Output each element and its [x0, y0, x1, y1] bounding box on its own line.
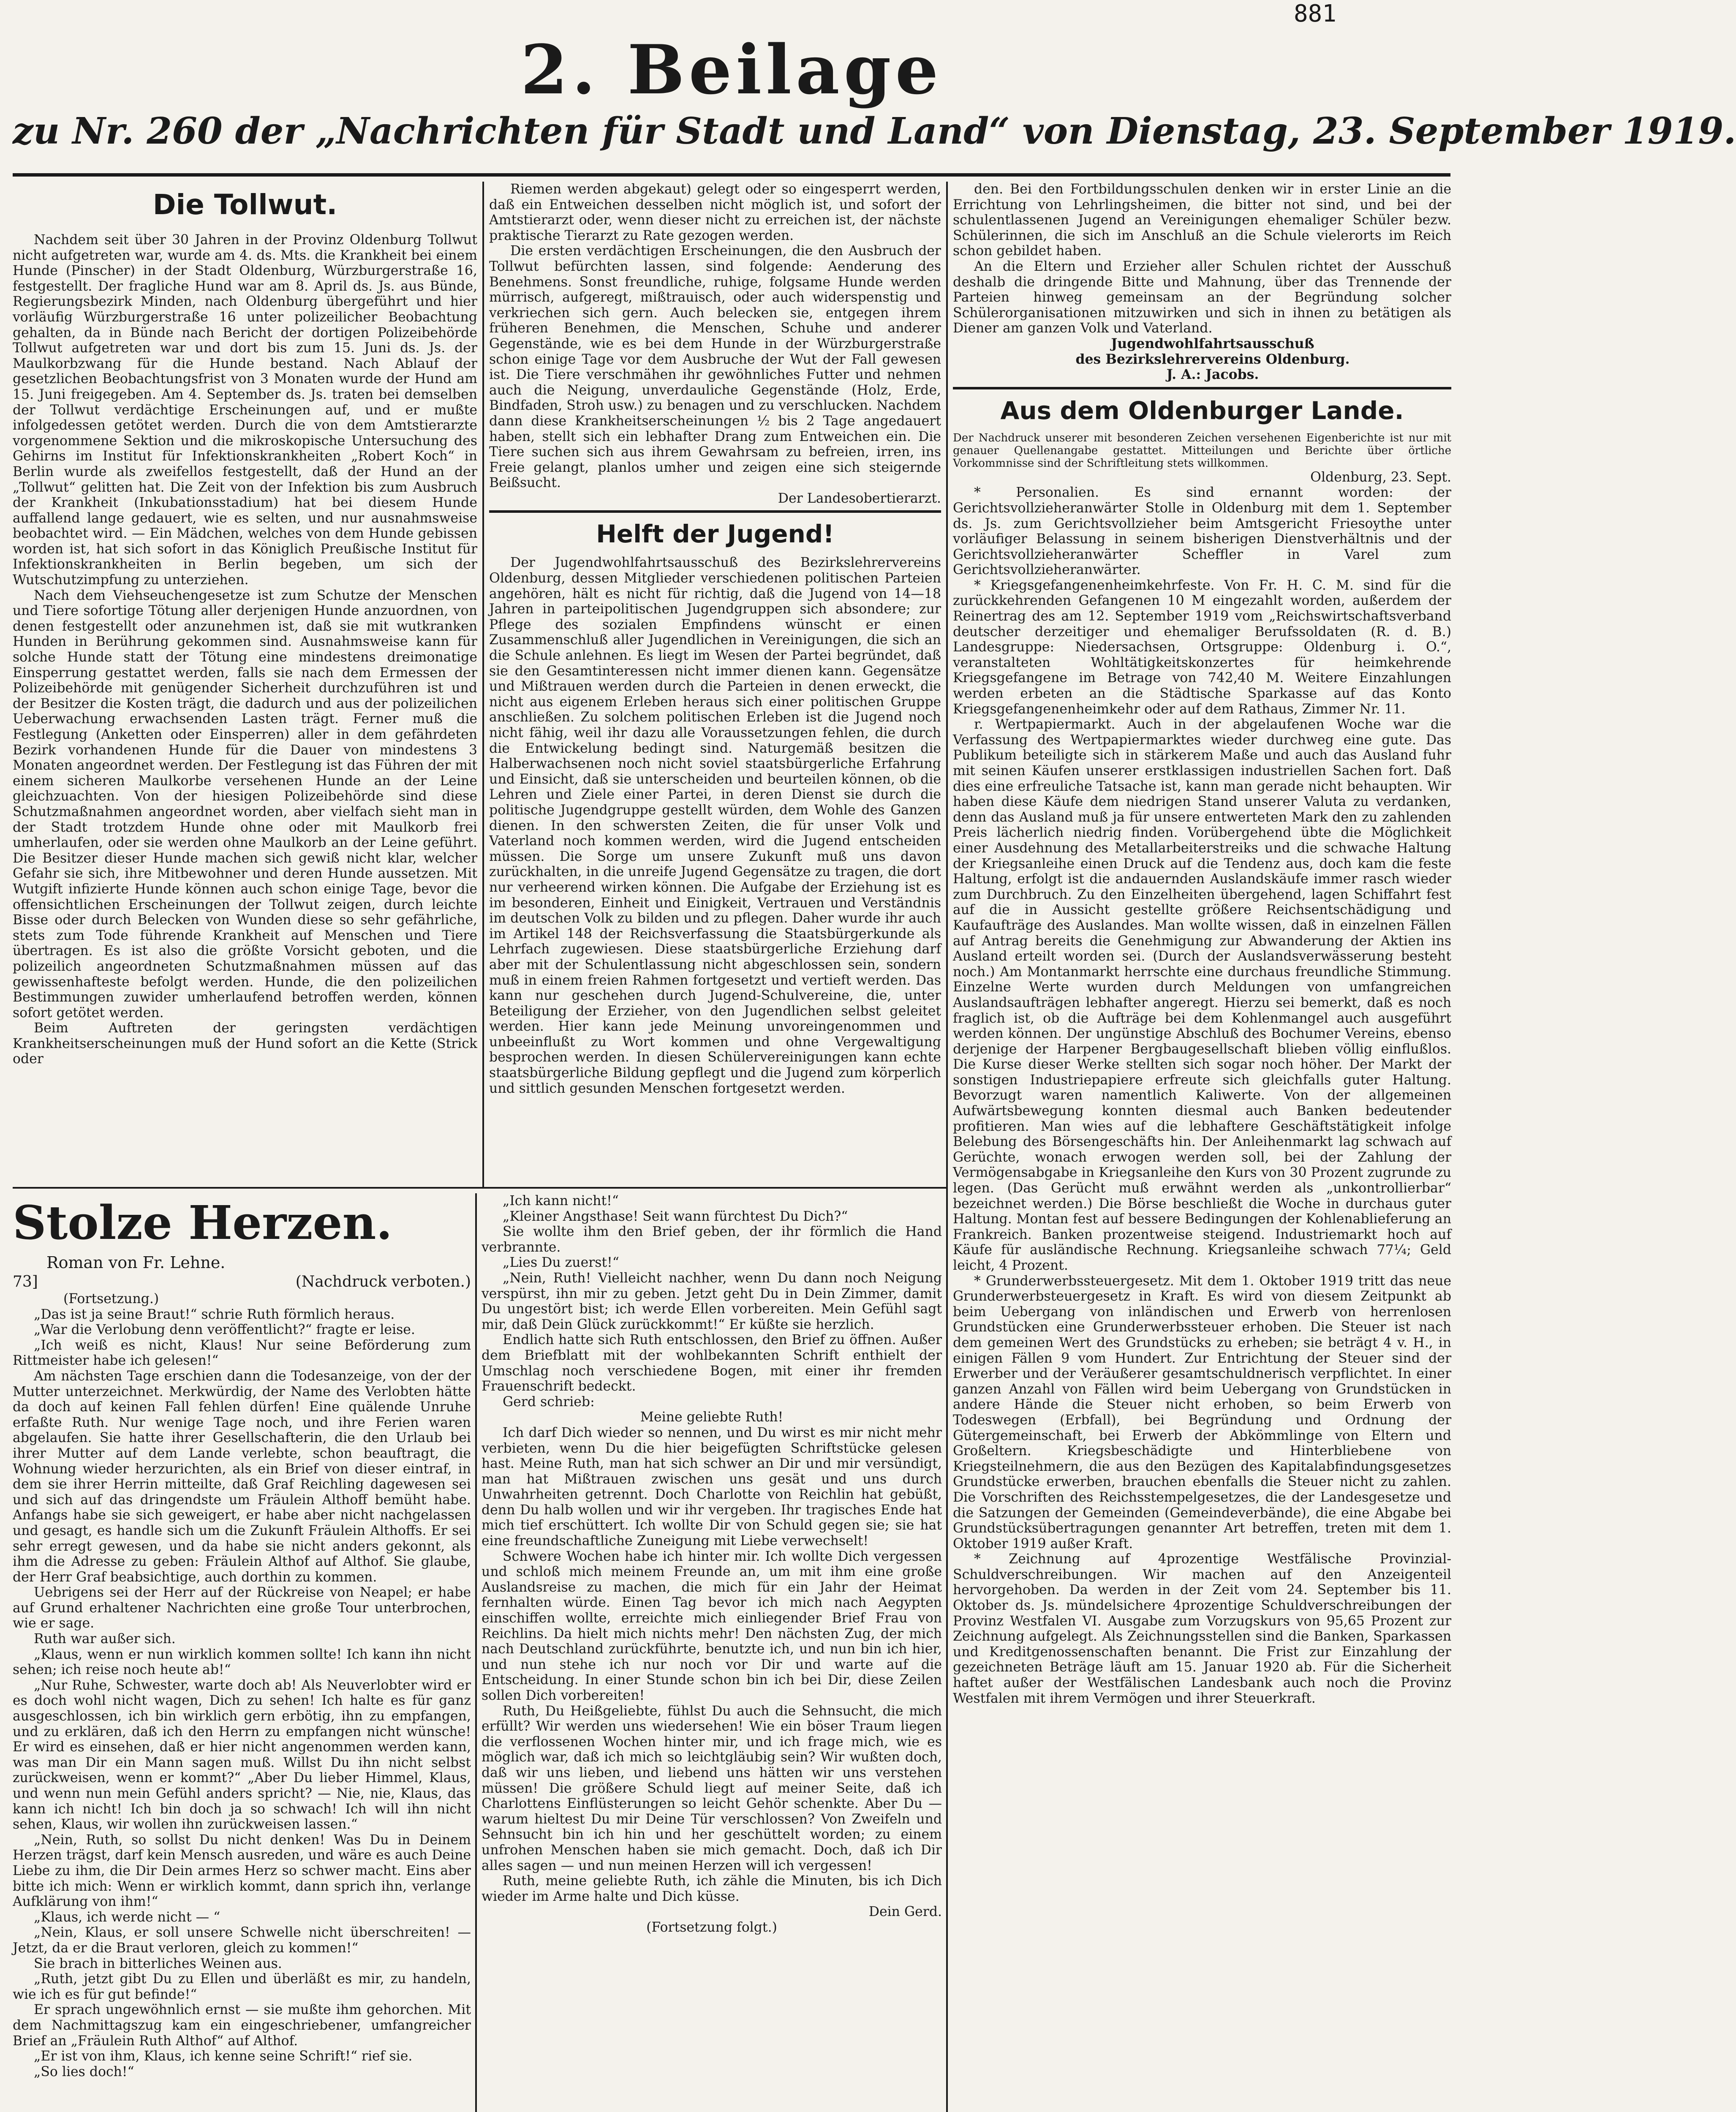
paragraph: Sie brach in bitterliches Weinen aus. [34, 1956, 282, 1971]
paragraph: Schwere Wochen habe ich hinter mir. Ich wollte Dich vergessen und schloß mich meinem Freunde an, um mit ihm eine große Auslandsreise zu machen, die mich für ein Jahr der Heimat fernhalten würde. Einen Tag bevor ich mich nach Aegypten einschiffen wollte, erreichte mich einliegender Brief Frau von Reichlins. Da hielt mich nichts mehr! Den nächsten Zug, der mich nach Deutschland zurückführte, benutzte ich, und nun bin ich hier, und nun stehe ich nur noch vor Dir und warte auf die Entscheidung. In einer Stunde schon bin ich bei Dir, diese Zeilen sollen Dich vorbereiten! [482, 1549, 942, 1703]
paragraph: „Er ist von ihm, Klaus, ich kenne seine Schrift!“ rief sie. [34, 2049, 413, 2064]
supplement-title: 2. Beilage [520, 30, 943, 109]
paragraph: „Nur Ruhe, Schwester, warte doch ab! Als Neuverlobter wird er es doch wohl nicht wagen, Dich zu sehen! Ich halte es für ganz ausgeschlossen, ich bin wirklich gern erbötig, ihn zu empfangen, und zu erklären, daß ich den Herrn zu empfangen nicht wünsche! Er wird es einsehen, daß er hier nicht angenommen werden kann, was man Dir ein Mann sagen muß. Willst Du ihn nicht selbst zurückweisen, wenn er kommt?“ „Aber Du lieber Himmel, Klaus, und wenn nun mein Gefühl anders spricht? — Nie, nie, Klaus, das kann ich nicht! Ich bin doch ja so schwach! Ich will ihn nicht sehen, Klaus, wir wollen ihn zurückweisen lassen.“ [13, 1677, 471, 1832]
paragraph: Sie wollte ihm den Brief geben, der ihr förmlich die Hand verbrannte. [482, 1224, 942, 1255]
supplement-subtitle: zu Nr. 260 der „Nachrichten für Stadt und Land“ von Dienstag, 23. September 1919. [13, 110, 1736, 152]
paragraph: Nachdem seit über 30 Jahren in der Provinz Oldenburg Tollwut nicht aufgetreten war, wurde am 4. ds. Mts. die Krankheit bei einem Hunde (Pinscher) in der Stadt Oldenburg, Würzburgerstraße 16, festgestellt. Der fragliche Hund war am 8. April ds. Js. aus Bünde, Regierungsbezirk Minden, nach Oldenburg übergeführt und hier vorläufig Würzburgerstraße 16 unter polizeilicher Beobachtung gehalten, da in Bünde nach Bericht der dortigen Polizeibehörde Tollwut aufgetreten war und dort bis zum 15. Juni ds. Js. der Maulkorbzwang für die Hunde bestand. Nach Ablauf der gesetzlichen Beobachtungsfrist von 3 Monaten wurde der Hund am 15. Juni freigegeben. Am 4. September ds. Js. traten bei demselben der Tollwut verdächtige Erscheinungen auf, und er mußte infolgedessen getötet werden. Durch die von dem Amtstierarzte vorgenommene Sektion und die mikroskopische Untersuchung des Gehirns im Institut für Infektionskrankheiten „Robert Koch“ in Berlin wurde als zweifellos festgestellt, daß der Hund an der „Tollwut“ gelitten hat. Die Zeit von der Infektion bis zum Ausbruch der Krankheit (Inkubationsstadium) hat bei diesem Hunde auffallend lange gedauert, wie es selten, und nur ausnahmsweise beobachtet wird. — Ein Mädchen, welches von dem Hunde gebissen worden ist, hat sich sofort in das Königlich Preußische Institut für Infektionskrankheiten in Berlin begeben, um sich der Wutschutzimpfung zu unterziehen. [13, 232, 477, 588]
paragraph: * Personalien. Es sind ernannt worden: der Gerichtsvollzieheranwärter Stolle in Oldenburg mit dem 1. September ds. Js. zum Gerichtsvollzieher beim Amtsgericht Friesoythe unter vorläufiger Belassung in seinem bisherigen Dienstverhältnis und der Gerichtsvollzieheranwärter Scheffler in Varel zum Gerichtsvollzieheranwärter. [953, 485, 1451, 578]
article-tollwut [13, 182, 477, 1181]
serial-meta [13, 1273, 471, 1291]
paragraph: Uebrigens sei der Herr auf der Rückreise von Neapel; er habe auf Grund erhaltener Nachrichten eine große Tour unterbrochen, wie er sage. [13, 1585, 471, 1631]
paragraph: „Ruth, jetzt gibt Du zu Ellen und überläßt es mir, zu handeln, wie ich es für gut befinde!“ [13, 1971, 471, 2002]
paragraph: * Zeichnung auf 4prozentige Westfälische Provinzial-Schuldverschreibungen. Wir machen auf den Anzeigenteil hervorgehoben. Da werden in der Zeit vom 24. September bis 11. Oktober ds. Js. mündelsichere 4prozentige Schuldverschreibungen der Provinz Westfalen VI. Ausgabe zum Vorzugskurs von 95,65 Prozent zur Zeichnung aufgelegt. Als Zeichnungsstellen sind die Banken, Sparkassen und Kreditgenossenschaften benannt. Die Frist zur Einzahlung der gezeichneten Beträge läuft am 15. Januar 1920 ab. Für die Sicherheit haftet außer der Westfälischen Landesbank auch noch die Provinz Westfalen mit ihrem Vermögen und ihrer Steuerkraft. [953, 1551, 1451, 1706]
paragraph: Die ersten verdächtigen Erscheinungen, die den Ausbruch der Tollwut befürchten lassen, sind folgende: Aenderung des Benehmens. Sonst freundliche, ruhige, folgsame Hunde werden mürrisch, aufgeregt, mißtrauisch, oder auch widerspenstig und verkriechen sich gern. Auch belecken sie, entgegen ihrem früheren Benehmen, die Menschen, Schuhe und anderer Gegenstände, wie es bei dem Hunde in der Würzburgerstraße schon einige Tage vor dem Ausbruche der Wut der Fall gewesen ist. Die Tiere verschmähen ihr gewöhnliches Futter und nehmen auch die Neigung, unverdauliche Gegenstände (Holz, Erde, Bindfaden, Stroh usw.) zu benagen und zu verschlucken. Nachdem dann diese Krankheitserscheinungen ½ bis 2 Tage angedauert haben, stellt sich ein lebhafter Drang zum Entweichen ein. Die Tiere suchen sich aus ihrem Gewahrsam zu befreien, irren, ins Freie gelangt, planlos umher und zeigen eine sich steigernde Beißsucht. [489, 243, 941, 491]
masthead [13, 30, 1736, 152]
paragraph: „Nein, Klaus, er soll unsere Schwelle nicht überschreiten! — Jetzt, da er die Braut verloren, gleich zu kommen!“ [13, 1925, 471, 1956]
paragraph: Endlich hatte sich Ruth entschlossen, den Brief zu öffnen. Außer dem Briefblatt mit der wohlbekannten Schrift enthielt der Umschlag noch verschiedene Bogen, mit einer ihr fremden Frauenschrift bedeckt. [482, 1332, 942, 1394]
paragraph: Er sprach ungewöhnlich ernst — sie mußte ihm gehorchen. Mit dem Nachmittagszug kam ein eingeschriebener, umfangreicher Brief an „Fräulein Ruth Althof“ auf Althof. [13, 2002, 471, 2049]
paragraph: „War die Verlobung denn veröffentlicht?“ fragte er leise. [34, 1322, 415, 1338]
paragraph: Am nächsten Tage erschien dann die Todesanzeige, von der der Mutter unterzeichnet. Merkwürdig, der Name des Verlobten hätte da doch auf keinen Fall fehlen dürfen! Eine quälende Unruhe erfaßte Ruth. Nur wenige Tage noch, und ihre Ferien waren abgelaufen. Sie hatte ihrer Gesellschafterin, die den Urlaub bei ihrer Mutter auf dem Lande verlebte, schon beauftragt, die Wohnung wieder herzurichten, als ein Brief von dieser eintraf, in dem sie ihrer Herrin mitteilte, daß Graf Reichling dagewesen sei und sich auf das dringendste um Fräulein Althoff bemüht habe. Anfangs habe sie sich geweigert, er habe aber nicht nachgelassen und gesagt, es handle sich um die Zukunft Fräulein Althoffs. Er sei sehr erregt gewesen, und da habe sie nicht anders gekonnt, als ihm die Adresse zu geben: Fräulein Althof auf Althof. Sie glaube, der Herr Graf beabsichtige, auch dorthin zu kommen. [13, 1368, 471, 1585]
paragraph: „Nein, Ruth! Vielleicht nachher, wenn Du dann noch Neigung verspürst, ihn mir zu geben. Jetzt geht Du in Dein Zimmer, damit Du ungestört bist; ich werde Ellen vorbereiten. Mein Gefühl sagt mir, daß Dein Glück zurückkommt!“ Er küßte sie herzlich. [482, 1270, 942, 1332]
paragraph: Ruth, meine geliebte Ruth, ich zähle die Minuten, bis ich Dich wieder im Arme halte und Dich küsse. [482, 1873, 942, 1904]
dateline: Oldenburg, 23. Sept. [1310, 469, 1451, 485]
column-divider [946, 182, 948, 2112]
masthead-rule [13, 173, 1450, 177]
paragraph: „Klaus, ich werde nicht — “ [34, 1909, 220, 1925]
paragraph: Riemen werden abgekaut) gelegt oder so eingesperrt werden, daß ein Entweichen desselben nicht möglich ist, und sofort der Amtstierarzt oder, wenn dieser nicht zu erreichen ist, der nächste praktische Tierarzt zu Rate gezogen werden. [489, 182, 941, 243]
serial-rule [13, 1187, 946, 1189]
serial-byline: Roman von Fr. Lehne. [46, 1253, 226, 1272]
reprint-notice: (Nachdruck verboten.) [295, 1273, 471, 1290]
paragraph: „Ich weiß es nicht, Klaus! Nur seine Beförderung zum Rittmeister habe ich gelesen!“ [13, 1337, 471, 1369]
paragraph: Nach dem Viehseuchengesetze ist zum Schutze der Menschen und Tiere sofortige Tötung aller derjenigen Hunde anzuordnen, von denen festgestellt oder anzunehmen ist, daß sie mit wutkranken Hunden in Berührung gekommen sind. Ausnahmsweise kann für solche Hunde statt der Tötung eine mindestens dreimonatige Einsperrung gestattet werden, falls sie nach dem Ermessen der Polizeibehörde mit genügender Sicherheit durchzuführen ist und der Besitzer die Kosten trägt, die dadurch und aus der polizeilichen Ueberwachung erwachsenden Lasten trägt. Ferner muß die Festlegung (Anketten oder Einsperren) aller in dem gefährdeten Bezirk vorhandenen Hunde für die Dauer von mindestens 3 Monaten angeordnet werden. Der Festlegung ist das Führen der mit einem sicheren Maulkorbe versehenen Hunde an der Leine gleichzuachten. Von der hiesigen Polizeibehörde sind diese Schutzmaßnahmen angeordnet worden, aber vielfach sieht man in der Stadt trotzdem Hunde ohne oder mit Maulkorb frei umherlaufen, oder sie werden ohne Maulkorb an der Leine geführt. Die Besitzer dieser Hunde machen sich gewiß nicht klar, welcher Gefahr sie sich, ihre Mitbewohner und deren Hunde aussetzen. Mit Wutgift infizierte Hunde können auch schon einige Tage, bevor die offensichtlichen Erscheinungen der Tollwut zeigen, durch leichte Bisse oder durch Belecken von Wunden diese so sehr gefährliche, stets zum Tode führende Krankheit auf Menschen und Tiere übertragen. Es ist also die größte Vorsicht geboten, und die polizeilich angeordneten Schutzmaßnahmen müssen auf das gewissenhafteste befolgt werden. Hunde, die den polizeilichen Bestimmungen zuwider umherlaufend betroffen werden, können sofort getötet werden. [13, 588, 477, 1021]
paragraph: den. Bei den Fortbildungsschulen denken wir in erster Linie an die Errichtung von Lehrlingsheimen, die bitter not sind, und bei der schulentlassenen Jugend an Vereinigungen ehemaliger Schüler bezw. Schülerinnen, die sich im Anschluß an die Schule vielerorts im Reich schon gebildet haben. [953, 182, 1451, 259]
serial-right [482, 1193, 942, 2112]
paragraph: „Klaus, wenn er nun wirklich kommen sollte! Ich kann ihn nicht sehen; ich reise noch heute ab!“ [13, 1647, 471, 1678]
paragraph: Ruth, Du Heißgeliebte, fühlst Du auch die Sehnsucht, die mich erfüllt? Wir werden uns wiedersehen! Wie ein böser Traum liegen die verflossenen Wochen hinter mir, und ich frage mich, wie es möglich war, daß ich mich so leichtgläubig sein? Wir wußten doch, daß wir uns lieben, und liebend uns hätten wir uns verstehen müssen! Die größere Schuld liegt auf meiner Seite, daß ich Charlottens Einflüsterungen so leicht Gehör schenkte. Aber Du — warum hieltest Du mir Deine Tür verschlossen? Von Zweifeln und Sehnsucht bin ich hin und her geschüttelt worden; zu einem unfrohen Menschen haben sie mich gemacht. Doch, daß ich Dir alles sagen — und nun meinen Herzen will ich vergessen! [482, 1703, 942, 1873]
paragraph: „Das ist ja seine Braut!“ schrie Ruth förmlich heraus. [34, 1306, 395, 1322]
page-number: 881 [1293, 0, 1336, 27]
signature: des Bezirkslehrervereins Oldenburg. [1075, 351, 1350, 367]
article-title: Die Tollwut. [152, 188, 337, 221]
signature: Der Landesobertierarzt. [778, 490, 941, 506]
section-title: Aus dem Oldenburger Lande. [953, 387, 1451, 427]
column-2 [489, 182, 941, 1187]
serial-left [13, 1193, 471, 2112]
article-title: Helft der Jugend! [489, 510, 941, 551]
signature: Jugendwohlfahrtsausschuß [1111, 335, 1314, 351]
paragraph: An die Eltern und Erzieher aller Schulen richtet der Ausschuß deshalb die dringende Bitte und Mahnung, über das Trennende der Parteien hinweg gemeinsam an der Begründung solcher Schülerorganisationen mitzuwirken und sich in ihnen zu betätigen als Diener am ganzen Volk und Vaterland. [953, 259, 1451, 336]
paragraph: r. Wertpapiermarkt. Auch in der abgelaufenen Woche war die Verfassung des Wertpapiermarktes wieder durchweg eine gute. Das Publikum beteiligte sich in stärkerem Maße und auch das Ausland fuhr mit seinen Käufen unserer erstklassigen industriellen Sachen fort. Daß dies eine erfreuliche Tatsache ist, kann man gerade nicht behaupten. Wir haben diese Käufe dem niedrigen Stand unserer Valuta zu verdanken, denn das Ausland muß ja für unsere entwerteten Mark den zu zahlenden Preis lächerlich niedrig finden. Vorübergehend übte die Möglichkeit einer Ausdehnung des Metallarbeiterstreiks und die schwache Haltung der Kriegsanleihe einen Druck auf die Tendenz aus, doch kam die feste Haltung, erfolgt ist die andauernden Auslandskäufe immer rasch wieder zum Durchbruch. Zu den Einzelheiten übergehend, lagen Schiffahrt fest auf die in Aussicht gestellte größere Reichsentschädigung und Kaufaufträge des Auslandes. Man wollte wissen, daß in einzelnen Fällen auf Antrag bereits die Genehmigung zur Abwanderung der Aktien ins Ausland erteilt worden sei. (Durch der Auslandsverwässerung besteht noch.) Am Montanmarkt herrschte eine durchaus freundliche Stimmung. Einzelne Werte wurden durch Meldungen von umfangreichen Auslandsaufträgen lebhafter angeregt. Hierzu sei bemerkt, daß es noch fraglich ist, ob die Aufträge bei dem Kohlenmangel auch ausgeführt werden können. Der ungünstige Abschluß des Bochumer Vereins, ebenso derjenige der Harpener Bergbaugesellschaft blieben völlig einflußlos. Die Kurse dieser Werke stellten sich sogar noch höher. Der Markt der sonstigen Industriepapiere erfreute sich gleichfalls guter Haltung. Bevorzugt waren namentlich Kaliwerte. Von der allgemeinen Aufwärtsbewegung konnten diesmal auch Banken bedeutender profitieren. Man wies auf die lebhaftere Geschäftstätigkeit infolge Belebung des Börsengeschäfts hin. Der Anleihenmarkt lag schwach auf Gerüchte, wonach erwogen werden soll, bei der Zahlung der Vermögensabgabe in Kriegsanleihe den Kurs von 30 Prozent zugrunde zu legen. (Das Gerücht muß erwähnt werden als „unkontrollierbar“ bezeichnet werden.) Die Börse beschließt die Woche in durchaus guter Haltung. Montan fest auf bessere Bedingungen der Kohlenablieferung an Frankreich. Banken prozentweise steigend. Industriemarkt hoch auf Käufe für ausländische Rechnung. Kriegsanleihe schwach 77¼; Geld leicht, 4 Prozent. [953, 717, 1451, 1273]
paragraph: „Kleiner Angsthase! Seit wann fürchtest Du Dich?“ [503, 1208, 848, 1224]
paragraph: Beim Auftreten der geringsten verdächtigen Krankheitserscheinungen muß der Hund sofort an die Kette (Strick oder [13, 1021, 477, 1067]
paragraph: „So lies doch!“ [34, 2064, 134, 2079]
signature: J. A.: Jacobs. [1166, 367, 1259, 383]
column-divider [475, 1193, 477, 2112]
column-3 [953, 182, 1451, 2112]
paragraph: Ich darf Dich wieder so nennen, und Du wirst es mir nicht mehr verbieten, wenn Du die hier beigefügten Schriftstücke gelesen hast. Meine Ruth, man hat sich schwer an Dir und mir versündigt, man hat Mißtrauen zwischen uns gesät und uns durch Unwahrheiten getrennt. Doch Charlotte von Reichlin hat gebüßt, denn Du halb wollen und wir ihr vergeben. Ihr tragisches Ende hat mich tief erschüttert. Ich wollte Dir von Schuld gegen sie; sie hat eine freundschaftliche Zuneigung mit Liebe verwechselt! [482, 1425, 942, 1549]
serial-title: Stolze Herzen. [13, 1195, 392, 1250]
paragraph: „Nein, Ruth, so sollst Du nicht denken! Was Du in Deinem Herzen trägst, darf kein Mensch ausreden, und wäre es auch Deine Liebe zu ihm, die Dir Dein armes Herz so schwer macht. Eins aber bitte ich mich: Wenn er wirklich kommt, dann sprich ihn, verlange Aufklärung von ihm!“ [13, 1832, 471, 1910]
paragraph: Ruth war außer sich. [34, 1631, 176, 1647]
paragraph: „Ich kann nicht!“ [503, 1193, 619, 1208]
reprint-notice: Der Nachdruck unserer mit besonderen Zeichen versehenen Eigenberichte ist nur mit genauer Quellenangabe gestattet. Mitteilungen und Berichte über örtliche Vorkommnisse sind der Schriftleitung stets willkommen. [953, 431, 1451, 470]
paragraph: „Lies Du zuerst!“ [503, 1255, 619, 1271]
paragraph: Gerd schrieb: [503, 1394, 595, 1410]
letter-signature: Dein Gerd. [868, 1904, 942, 1920]
continuation-note: (Fortsetzung.) [63, 1291, 159, 1306]
letter-salutation: Meine geliebte Ruth! [640, 1410, 784, 1425]
paragraph: * Grunderwerbssteuergesetz. Mit dem 1. Oktober 1919 tritt das neue Grunderwerbsteuergesetz in Kraft. Es wird von diesem Zeitpunkt ab beim Uebergang von inländischen und Erwerb von herrenlosen Grundstücken eine Grunderwerbssteuer erhoben. Die Steuer ist nach dem gemeinen Wert des Grundstücks zu erheben; sie beträgt 4 v. H., in einigen Fällen 9 vom Hundert. Zur Entrichtung der Steuer sind der Erwerber und der Veräußerer gesamtschuldnerisch verpflichtet. In einer ganzen Anzahl von Fällen wird beim Uebergang von Grundstücken in andere Hände die Steuer nicht erhoben, so beim Erwerb von Todeswegen (Erbfall), bei Begründung und Ordnung der Gütergemeinschaft, bei Erwerb der Abkömmlinge von Eltern und Großeltern. Kriegsbeschädigte und Hinterbliebene von Kriegsteilnehmern, die aus den Bezügen des Kapitalabfindungsgesetzes Grundstücke erwerben, brauchen ebenfalls die Steuer nicht zu zahlen. Die Vorschriften des Reichsstempelgesetzes, die der Landesgesetze und die Satzungen der Gemeinden (Gemeindeverbände), die eine Abgabe bei Grundstücksübertragungen genannter Art betreffen, treten mit dem 1. Oktober 1919 außer Kraft. [953, 1273, 1451, 1551]
continued-note: (Fortsetzung folgt.) [646, 1919, 777, 1935]
episode-number: 73] [13, 1273, 38, 1290]
paragraph: Der Jugendwohlfahrtsausschuß des Bezirkslehrervereins Oldenburg, dessen Mitglieder verschiedenen politischen Parteien angehören, hält es nicht für richtig, daß die Jugend von 14—18 Jahren in parteipolitischen Jugendgruppen sich absondere; zur Pflege des sozialen Empfindens wünscht er einen Zusammenschluß aller Jugendlichen in Vereinigungen, die sich an die Schule anlehnen. Es liegt im Wesen der Partei begründet, daß sie den Gesamtinteressen nicht immer dienen kann. Gegensätze und Mißtrauen werden durch die Parteien in denen erweckt, die nicht aus eigenem Erleben heraus sich einer politischen Gruppe anschließen. Zu solchem politischen Erleben ist die Jugend noch nicht fähig, weil ihr dazu alle Voraussetzungen fehlen, die durch die Entwickelung bedingt sind. Naturgemäß besitzen die Halberwachsenen noch nicht soviel staatsbürgerliche Erfahrung und Einsicht, daß sie unterscheiden und beurteilen können, ob die Lehren und Ziele einer Partei, in deren Dienst sie durch die politische Jugendgruppe gestellt würden, dem Wohle des Ganzen dienen. In den schwersten Zeiten, die für unser Volk und Vaterland noch kommen werden, wird die Jugend entscheiden müssen. Die Sorge um unsere Zukunft muß uns davon zurückhalten, in die unreife Jugend Gegensätze zu tragen, die dort nur verheerend wirken können. Die Aufgabe der Erziehung ist es im besonderen, Einheit und Einigkeit, Vertrauen und Verständnis im deutschen Volk zu bilden und zu pflegen. Daher wurde ihr auch im Artikel 148 der Reichsverfassung die Staatsbürgerkunde als Lehrfach zugewiesen. Diese staatsbürgerliche Erziehung darf aber mit der Schulentlassung nicht abgeschlossen sein, sondern muß in einem freien Rahmen fortgesetzt und vertieft werden. Das kann nur geschehen durch Jugend-Schulvereine, die, unter Beteiligung der Erzieher, von den Jugendlichen selbst geleitet werden. Hier kann jede Meinung unvoreingenommen und unbeeinflußt zu Wort kommen und ohne Vergewaltigung besprochen werden. In diesen Schülervereinigungen kann echte staatsbürgerliche Bildung gepflegt und die Jugend zum körperlich und sittlich gesunden Menschen fortgesetzt werden. [489, 555, 941, 1096]
column-divider [482, 182, 484, 1187]
paragraph: * Kriegsgefangenenheimkehrfeste. Von Fr. H. C. M. sind für die zurückkehrenden Gefangenen 10 M eingezahlt worden, außerdem der Reinertrag des am 12. September 1919 vom „Reichswirtschaftsverband deutscher derzeitiger und ehemaliger Berufssoldaten (R. d. B.) Landesgruppe: Niedersachsen, Ortsgruppe: Oldenburg i. O.“, veranstalteten Wohltätigkeitskonzertes für heimkehrende Kriegsgefangene im Betrage von 742,40 M. Weitere Einzahlungen werden erbeten an die Städtische Sparkasse auf das Konto Kriegsgefangenenheimkehr oder auf dem Rathaus, Zimmer Nr. 11. [953, 577, 1451, 717]
